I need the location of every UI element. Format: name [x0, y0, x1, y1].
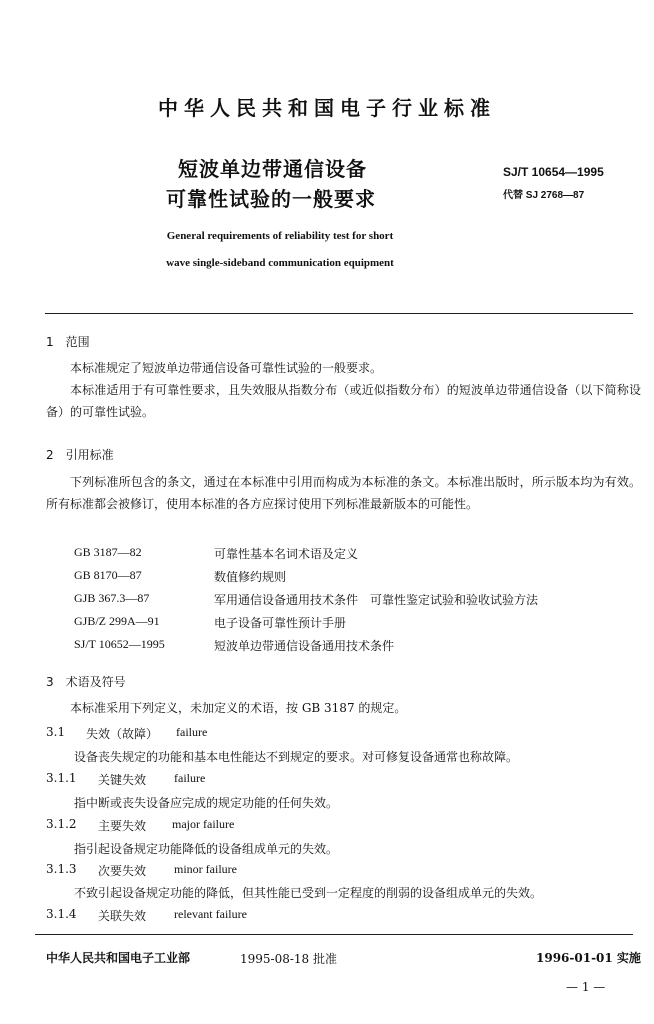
ref-title: 数值修约规则	[214, 570, 287, 584]
term-name: 主要失效	[98, 819, 147, 833]
ref-title: 可靠性基本名词术语及定义	[214, 547, 359, 561]
ref-title: 军用通信设备通用技术条件 可靠性鉴定试验和验收试验方法	[214, 593, 539, 607]
section-2-heading: 2 引用标准	[46, 448, 114, 462]
replaces-code: 代替 SJ 2768—87	[503, 190, 585, 201]
term-english: failure	[174, 771, 206, 785]
section-3-heading: 3 术语及符号	[46, 675, 126, 689]
effective-date: 1996-01-01 实施	[536, 951, 641, 965]
header-divider	[45, 313, 633, 314]
term-definition: 设备丧失规定的功能和基本电性能达不到规定的要求。对可修复设备通常也称故障。	[74, 750, 519, 764]
term-name: 关键失效	[98, 773, 147, 787]
footer-divider	[35, 934, 633, 935]
ref-code: GB 8170—87	[74, 568, 142, 582]
term-number: 3.1.1	[46, 771, 77, 785]
standard-code: SJ/T 10654—1995	[503, 165, 604, 179]
standard-category-header: 中华人民共和国电子行业标准	[158, 96, 496, 120]
section-1-paragraph-2: 本标准适用于有可靠性要求，且失效服从指数分布（或近似指数分布）的短波单边带通信设备（以下简称设备）的可靠性试验。	[46, 383, 641, 419]
term-definition: 指中断或丧失设备应完成的规定功能的任何失效。	[74, 796, 339, 810]
ref-code: SJ/T 10652—1995	[74, 637, 165, 651]
term-number: 3.1.2	[46, 817, 77, 831]
approval-date: 1995-08-18 批准	[240, 952, 338, 966]
ref-title: 短波单边带通信设备通用技术条件	[214, 639, 395, 653]
term-definition: 指引起设备规定功能降低的设备组成单元的失效。	[74, 842, 339, 856]
title-line-2: 可靠性试验的一般要求	[166, 187, 376, 211]
page-number: — 1 —	[566, 980, 606, 994]
english-title-line-1: General requirements of reliability test for short	[166, 230, 394, 242]
term-name: 关联失效	[98, 909, 147, 923]
section-1-heading: 1 范围	[46, 335, 90, 349]
ref-code: GB 3187—82	[74, 545, 142, 559]
term-english: failure	[176, 725, 208, 739]
section-3-paragraph: 本标准采用下列定义，未加定义的术语，按 GB 3187 的规定。	[70, 701, 407, 715]
ref-code: GJB 367.3—87	[74, 591, 150, 605]
term-english: minor failure	[174, 862, 237, 876]
term-name: 次要失效	[98, 864, 147, 878]
ref-code: GJB/Z 299A—91	[74, 614, 160, 628]
term-name: 失效（故障）	[86, 727, 159, 741]
publisher: 中华人民共和国电子工业部	[46, 951, 191, 965]
term-number: 3.1	[46, 725, 66, 739]
section-2-paragraph: 下列标准所包含的条文，通过在本标准中引用而构成为本标准的条文。本标准出版时，所示版本均为有效。所有标准都会被修订，使用本标准的各方应探讨使用下列标准最新版本的可能性。	[46, 475, 641, 511]
section-1-paragraph-1: 本标准规定了短波单边带通信设备可靠性试验的一般要求。	[70, 361, 383, 375]
term-definition: 不致引起设备规定功能的降低，但其性能已受到一定程度的削弱的设备组成单元的失效。	[74, 886, 543, 900]
term-english: major failure	[172, 817, 235, 831]
term-number: 3.1.4	[46, 907, 77, 921]
english-title-line-2: wave single-sideband communication equipment	[166, 257, 394, 269]
term-english: relevant failure	[174, 907, 247, 921]
title-line-1: 短波单边带通信设备	[178, 157, 367, 181]
ref-title: 电子设备可靠性预计手册	[214, 616, 347, 630]
term-number: 3.1.3	[46, 862, 77, 876]
